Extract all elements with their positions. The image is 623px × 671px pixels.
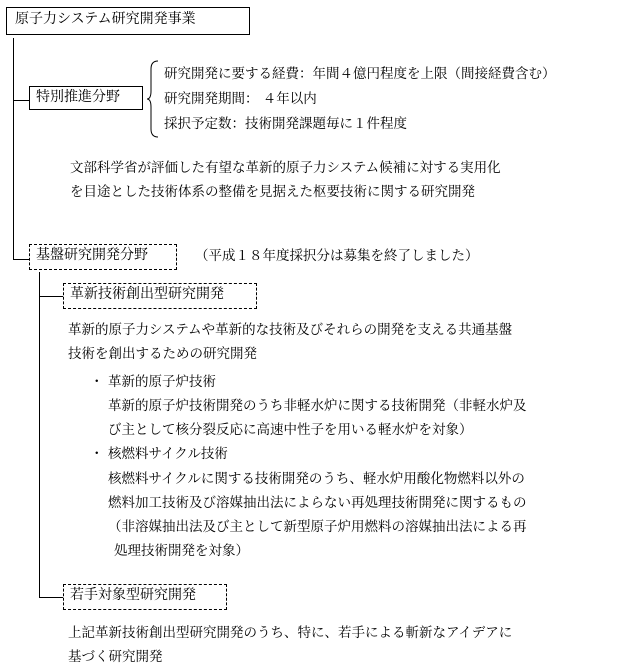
young-description-line-1: 上記革新技術創出型研究開発のうち、特に、若手による斬新なアイデアに bbox=[68, 625, 513, 641]
special-description-line-2: を目途とした技術体系の整備を見据えた枢要技術に関する研究開発 bbox=[70, 184, 475, 200]
reactor-tech-line-2: び主として核分裂反応に高速中性子を用いる軽水炉を対象） bbox=[108, 422, 473, 438]
special-detail-period: 研究開発期間： ４年以内 bbox=[164, 91, 317, 107]
branch-basic bbox=[13, 259, 29, 260]
branch-special bbox=[13, 100, 29, 101]
fuel-cycle-line-3: （非溶媒抽出法及び主として新型原子炉用燃料の溶媒抽出法による再 bbox=[108, 519, 527, 535]
branch-young bbox=[39, 597, 63, 598]
basic-field-box bbox=[29, 244, 177, 270]
innovation-description-line-2: 技術を創出するための研究開発 bbox=[68, 346, 257, 362]
bullet-reactor: ・ bbox=[90, 374, 104, 390]
basic-field-label: 基盤研究開発分野 bbox=[36, 247, 148, 263]
bullet-fuel-cycle: ・ bbox=[90, 446, 104, 462]
fuel-cycle-line-4: 処理技術開発を対象） bbox=[114, 543, 249, 559]
special-description-line-1: 文部科学省が評価した有望な革新的原子力システム候補に対する実用化 bbox=[70, 160, 501, 176]
basic-field-note: （平成１８年度採択分は募集を終了しました） bbox=[195, 248, 479, 264]
root-title-box bbox=[6, 7, 250, 35]
special-detail-count: 採択予定数：技術開発課題毎に１件程度 bbox=[164, 116, 407, 132]
brace-icon bbox=[146, 60, 160, 138]
special-field-box bbox=[29, 86, 143, 110]
special-field-label: 特別推進分野 bbox=[36, 89, 120, 105]
root-title: 原子力システム研究開発事業 bbox=[15, 11, 196, 27]
fuel-cycle-title: 核燃料サイクル技術 bbox=[108, 446, 228, 462]
sub-trunk-line bbox=[39, 272, 40, 598]
reactor-tech-line-1: 革新的原子炉技術開発のうち非軽水炉に関する技術開発（非軽水炉及 bbox=[108, 398, 527, 414]
young-description-line-2: 基づく研究開発 bbox=[68, 649, 163, 665]
innovation-subfield-label: 革新技術創出型研究開発 bbox=[70, 286, 224, 302]
fuel-cycle-line-2: 燃料加工技術及び溶媒抽出法によらない再処理技術開発に関するもの bbox=[108, 495, 527, 511]
innovation-subfield-box bbox=[63, 283, 257, 309]
fuel-cycle-line-1: 核燃料サイクルに関する技術開発のうち、軽水炉用酸化物燃料以外の bbox=[108, 471, 525, 487]
branch-innovation bbox=[39, 296, 63, 297]
trunk-line bbox=[13, 38, 14, 260]
special-detail-budget: 研究開発に要する経費：年間４億円程度を上限（間接経費含む） bbox=[164, 66, 556, 82]
reactor-tech-title: 革新的原子炉技術 bbox=[108, 374, 216, 390]
young-subfield-label: 若手対象型研究開発 bbox=[70, 587, 196, 603]
innovation-description-line-1: 革新的原子力システムや革新的な技術及びそれらの開発を支える共通基盤 bbox=[68, 322, 513, 338]
young-subfield-box bbox=[63, 584, 227, 610]
